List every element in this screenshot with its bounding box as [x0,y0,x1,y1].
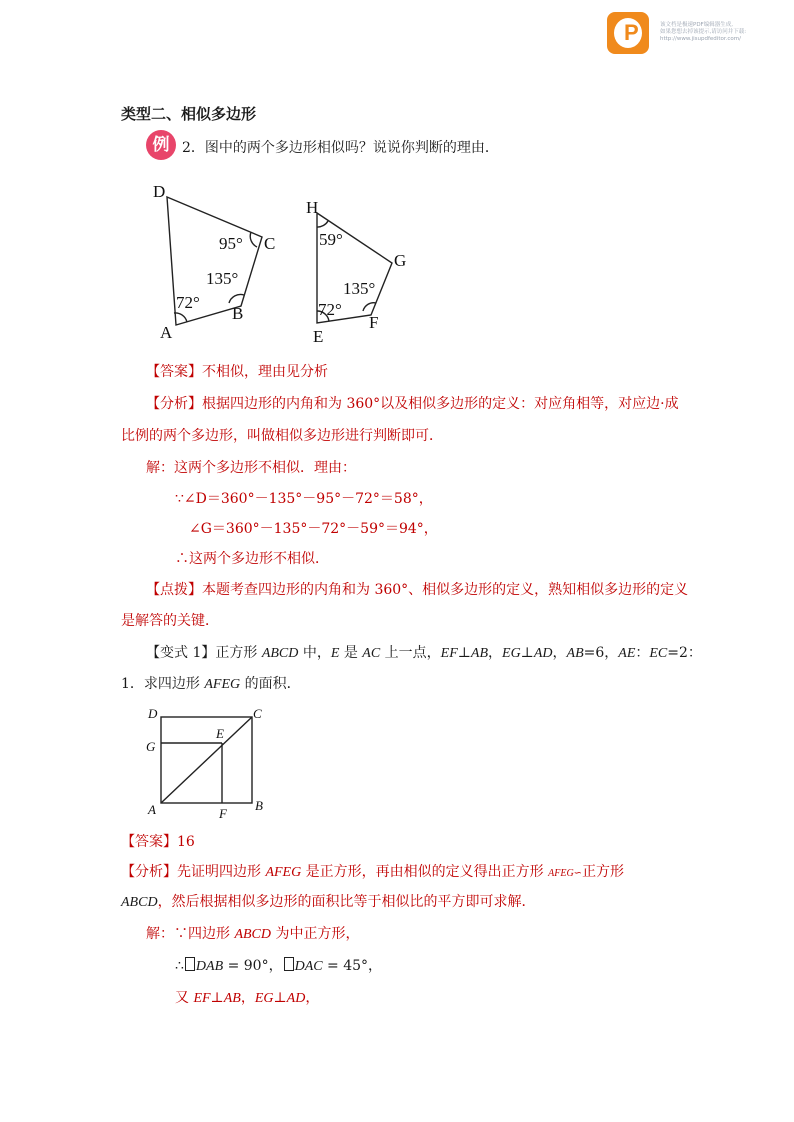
angle-c: 95° [219,234,243,253]
analysis-2-afeg: AFEG [265,865,302,880]
variant-1-afeg: AFEG [204,677,241,692]
angle-h: 59° [319,230,343,249]
variant-1-comma-1: ， [488,645,503,661]
solution-2-eg-ad: EG⊥AD [254,991,306,1006]
label-a2: A [148,802,156,817]
solution-2-text-a: 解：∵四边形 [146,926,235,942]
variant-1-eq-6: =6， [583,645,619,661]
label-d2: D [148,706,158,721]
angle-f: 135° [343,279,376,298]
variant-1-text-d: 上一点， [380,645,441,661]
variant-1-e: E [330,646,340,661]
variant-1-text-a: 正方形 [215,645,262,661]
solution-2-eq-45: = 45°， [322,958,383,974]
solution-2-line-2 [175,956,382,977]
solution-2-line-3 [175,988,319,1009]
analysis-2-afeg-similar: AFEG∽ [548,868,583,879]
angle-placeholder-box-1 [185,957,195,971]
analysis-2-text-2b: ，然后根据相似多边形的面积比等于相似比的平方即可求解． [157,894,536,910]
analysis-2-text-b: 是正方形，再由相似的定义得出正方形 [301,864,549,880]
solution-2-therefore: ∴ [175,958,184,974]
solution-2-abcd: ABCD [234,927,272,942]
solution-2-end: ， [305,990,320,1006]
example-badge: 例 [146,130,176,160]
solution-2-comma: ， [240,990,255,1006]
variant-1-colon: ： [635,645,650,661]
answer-1-tag: 【答案】 [146,364,202,380]
solution-2-dac: DAC [294,959,323,974]
answer-1-text: 不相似，理由见分析 [202,364,328,380]
label-f2: F [219,806,227,821]
angle-placeholder-box-2 [284,957,294,971]
label-e2: E [216,726,224,741]
variant-1-comma-2: ， [552,645,567,661]
analysis-2-line-2 [121,892,536,913]
solution-2-text-b: 为中正方形， [271,926,360,942]
quadrilaterals-figure [140,175,440,350]
label-g2: G [146,739,156,754]
label-e: E [313,327,324,346]
variant-1-text-c: 是 [339,645,363,661]
watermark-line-1: 该文档是极速PDF编辑器生成, [660,22,733,28]
label-b: B [232,304,244,323]
variant-1-tag: 【变式 1】 [146,645,216,661]
label-c2: C [253,706,262,721]
analysis-1-text-1: 根据四边形的内角和为 360°以及相似多边形的定义：对应角相等，对应边·成 [202,396,679,412]
solution-2-ef-ab: EF⊥AB [193,991,241,1006]
answer-2-tag: 【答案】 [121,834,177,850]
analysis-2-abcd: ABCD [121,895,158,910]
watermark-text [660,22,780,43]
label-b2: B [255,798,263,813]
solution-1-line-4: ∴这两个多边形不相似． [175,551,329,567]
tip-1-line-1 [146,580,688,600]
angle-b: 135° [206,269,239,288]
variant-1-eg-ad: EG⊥AD [502,646,553,661]
solution-1-line-1: 解：这两个多边形不相似．理由： [146,460,356,476]
solution-2-dab: DAB [195,959,224,974]
diagonal-ac [161,717,252,803]
analysis-2-text-a: 先证明四边形 [177,864,266,880]
solution-1-line-3: ∠G＝360°－135°－72°－59°＝94°， [189,521,438,537]
variant-1-line-2 [121,674,301,695]
watermark-line-2: 如果您想去掉该提示,请访问并下载: [660,29,747,35]
variant-1-text-b: 中， [298,645,331,661]
analysis-2-text-c: 正方形 [582,864,625,880]
variant-1-ec: EC [649,646,668,661]
analysis-2-line-1 [121,862,624,884]
solution-2-line-1 [146,924,359,945]
variant-1-ae: AE [618,646,636,661]
variant-1-ac: AC [362,646,381,661]
variant-1-line-1 [146,643,702,664]
label-g: G [394,251,407,270]
variant-1-ef-ab: EF⊥AB [440,646,489,661]
variant-1-ab: AB [566,646,584,661]
variant-1-text-2b: 的面积． [240,676,301,692]
tip-1-text-1: 本题考查四边形的内角和为 360°、相似多边形的定义，熟知相似多边形的定义 [202,582,689,598]
analysis-1-line-2: 比例的两个多边形，叫做相似多边形进行判断即可． [121,428,443,444]
angle-e: 72° [318,300,342,319]
analysis-2-tag: 【分析】 [121,864,177,880]
example-question: 2．图中的两个多边形相似吗？说说你判断的理由． [182,140,499,156]
pdf-editor-logo [607,12,649,54]
analysis-1-line-1 [146,394,679,414]
logo-letter: P [624,20,639,45]
label-d: D [153,182,166,201]
arc-h [317,221,328,227]
label-c: C [264,234,276,253]
watermark-line-3: http://www.jisupdfeditor.com/ [660,36,741,42]
answer-2 [121,832,195,852]
analysis-1-tag: 【分析】 [146,396,202,412]
solution-2-also: 又 [175,990,194,1006]
variant-1-abcd: ABCD [261,646,299,661]
logo-circle [614,18,642,48]
section-title: 类型二、相似多边形 [121,105,257,123]
variant-1-text-2a: 1．求四边形 [121,676,205,692]
answer-2-text: 16 [177,834,195,850]
tip-1-tag: 【点拨】 [146,582,202,598]
solution-1-line-2: ∵∠D＝360°－135°－95°－72°＝58°， [175,491,433,507]
angle-a: 72° [176,293,200,312]
label-f: F [369,313,379,332]
label-a: A [160,323,173,342]
variant-1-eq-2: =2： [667,645,702,661]
square-figure [140,700,275,822]
solution-2-eq-90: = 90°， [223,958,283,974]
label-h: H [306,198,319,217]
tip-1-line-2: 是解答的关键． [121,613,219,629]
answer-1 [146,362,328,382]
